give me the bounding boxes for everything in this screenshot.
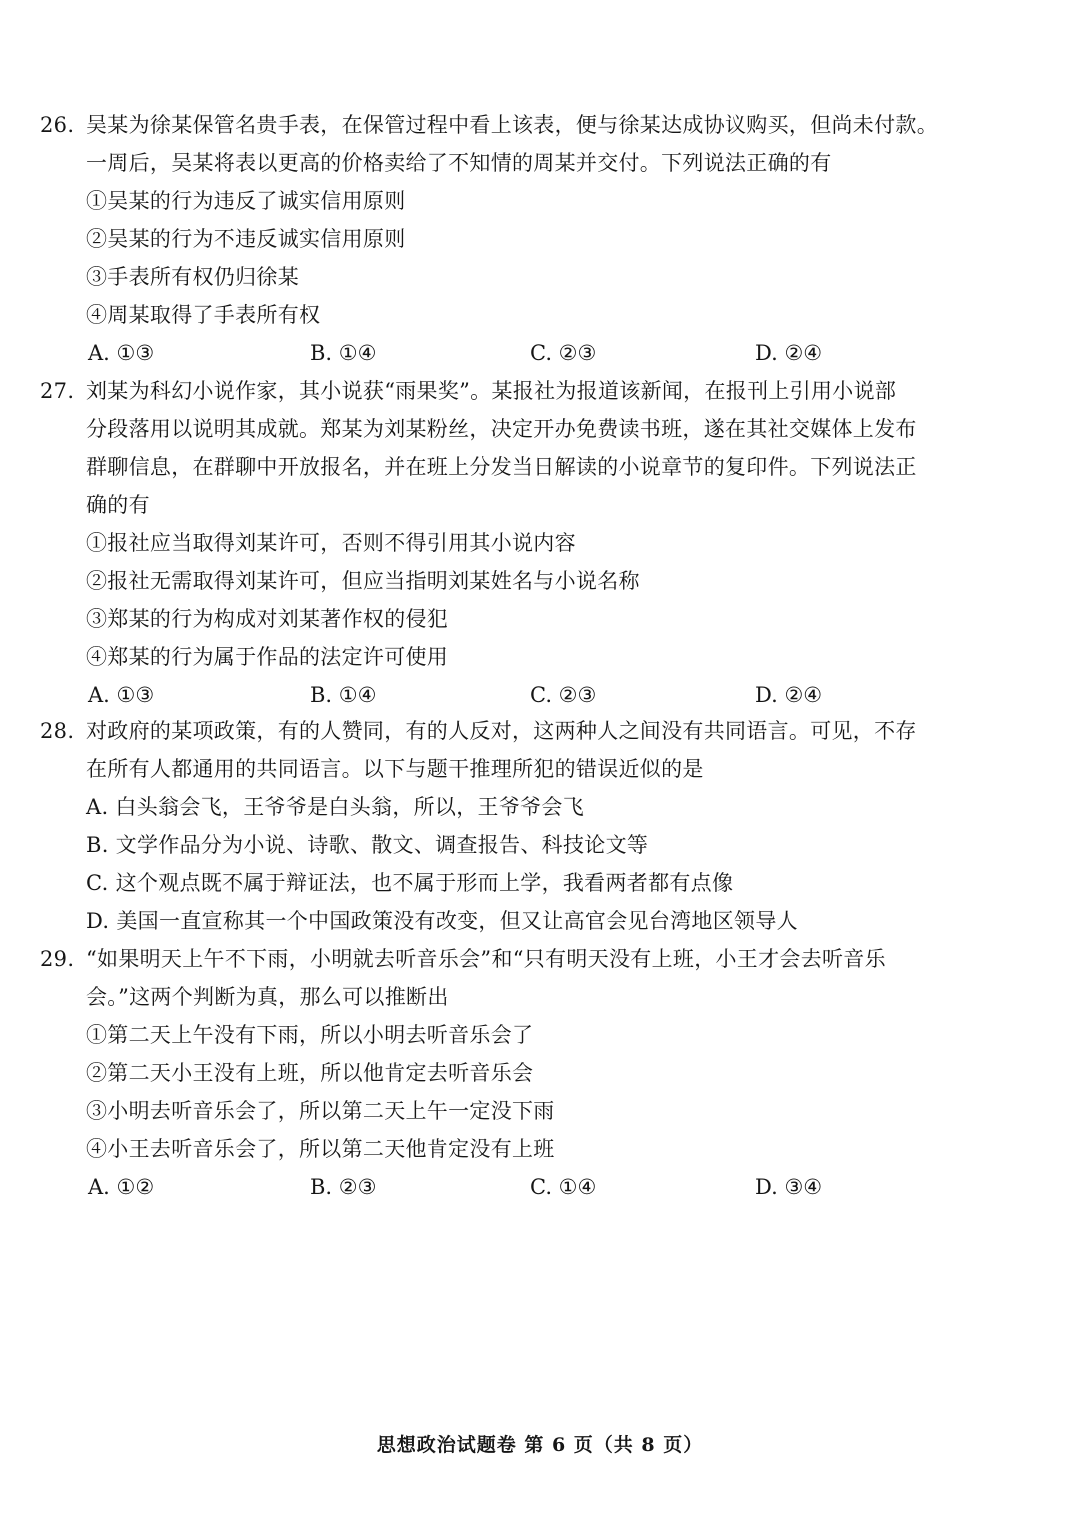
- question-stem-text: “如果明天上午不下雨，小明就去听音乐会”和“只有明天没有上班，小王才会去听音乐: [86, 947, 886, 971]
- option-d: D. ②④: [755, 683, 823, 707]
- option-a: A. ①③: [88, 683, 155, 707]
- question-stem-line: 分段落用以说明其成就。郑某为刘某粉丝，决定开办免费读书班，遂在其社交媒体上发布: [86, 417, 917, 441]
- question-stem-text: 刘某为科幻小说作家，其小说获“雨果奖”。某报社为报道该新闻，在报刊上引用小说部: [86, 379, 897, 403]
- question-stem-line: [40, 372, 1040, 410]
- question-number: 28.: [40, 719, 75, 743]
- choice-a: A. 白头翁会飞，王爷爷是白头翁，所以，王爷爷会飞: [86, 795, 585, 819]
- option-c: C. ①④: [530, 1175, 597, 1199]
- question-stem-line: [40, 712, 1040, 750]
- question-28: [40, 712, 1040, 940]
- statement-2: ②报社无需取得刘某许可，但应当指明刘某姓名与小说名称: [86, 569, 640, 593]
- statement-3: ③手表所有权仍归徐某: [86, 265, 299, 289]
- question-stem-line: 一周后，吴某将表以更高的价格卖给了不知情的周某并交付。下列说法正确的有: [86, 151, 832, 175]
- statement-3: ③郑某的行为构成对刘某著作权的侵犯: [86, 607, 449, 631]
- question-stem-line: 群聊信息，在群聊中开放报名，并在班上分发当日解读的小说章节的复印件。下列说法正: [86, 455, 917, 479]
- option-c: C. ②③: [530, 341, 597, 365]
- option-b: B. ②③: [310, 1175, 377, 1199]
- choice-d: D. 美国一直宣称其一个中国政策没有改变，但又让高官会见台湾地区领导人: [86, 909, 798, 933]
- statement-4: ④小王去听音乐会了，所以第二天他肯定没有上班: [86, 1137, 555, 1161]
- choice-c: C. 这个观点既不属于辩证法，也不属于形而上学，我看两者都有点像: [86, 871, 734, 895]
- question-number: 29.: [40, 947, 75, 971]
- question-stem-line: 确的有: [86, 493, 150, 517]
- statement-1: ①第二天上午没有下雨，所以小明去听音乐会了: [86, 1023, 534, 1047]
- statement-2: ②第二天小王没有上班，所以他肯定去听音乐会: [86, 1061, 534, 1085]
- option-b: B. ①④: [310, 683, 377, 707]
- statement-4: ④周某取得了手表所有权: [86, 303, 321, 327]
- option-a: A. ①③: [88, 341, 155, 365]
- question-stem-line: [40, 940, 1040, 978]
- answer-options: [40, 676, 1040, 714]
- question-stem-line: 在所有人都通用的共同语言。以下与题干推理所犯的错误近似的是: [86, 757, 704, 781]
- choice-b: B. 文学作品分为小说、诗歌、散文、调查报告、科技论文等: [86, 833, 649, 857]
- option-c: C. ②③: [530, 683, 597, 707]
- option-a: A. ①②: [88, 1175, 155, 1199]
- answer-options: [40, 334, 1040, 372]
- question-number: 27.: [40, 379, 75, 403]
- question-stem-line: 会。”这两个判断为真，那么可以推断出: [86, 985, 449, 1009]
- question-stem-text: 吴某为徐某保管名贵手表，在保管过程中看上该表，便与徐某达成协议购买，但尚未付款。: [86, 113, 938, 137]
- statement-2: ②吴某的行为不违反诚实信用原则: [86, 227, 406, 251]
- statement-1: ①报社应当取得刘某许可，否则不得引用其小说内容: [86, 531, 576, 555]
- option-b: B. ①④: [310, 341, 377, 365]
- page-footer: 思想政治试题卷 第 6 页（共 8 页）: [376, 1434, 704, 1456]
- answer-options: [40, 1168, 1040, 1206]
- statement-4: ④郑某的行为属于作品的法定许可使用: [86, 645, 449, 669]
- question-27: [40, 372, 1040, 714]
- statement-3: ③小明去听音乐会了，所以第二天上午一定没下雨: [86, 1099, 555, 1123]
- question-26: [40, 106, 1040, 372]
- option-d: D. ②④: [755, 341, 823, 365]
- question-stem-line: [40, 106, 1040, 144]
- statement-1: ①吴某的行为违反了诚实信用原则: [86, 189, 406, 213]
- question-29: [40, 940, 1040, 1206]
- question-number: 26.: [40, 113, 75, 137]
- option-d: D. ③④: [755, 1175, 823, 1199]
- question-stem-text: 对政府的某项政策，有的人赞同，有的人反对，这两种人之间没有共同语言。可见，不存: [86, 719, 917, 743]
